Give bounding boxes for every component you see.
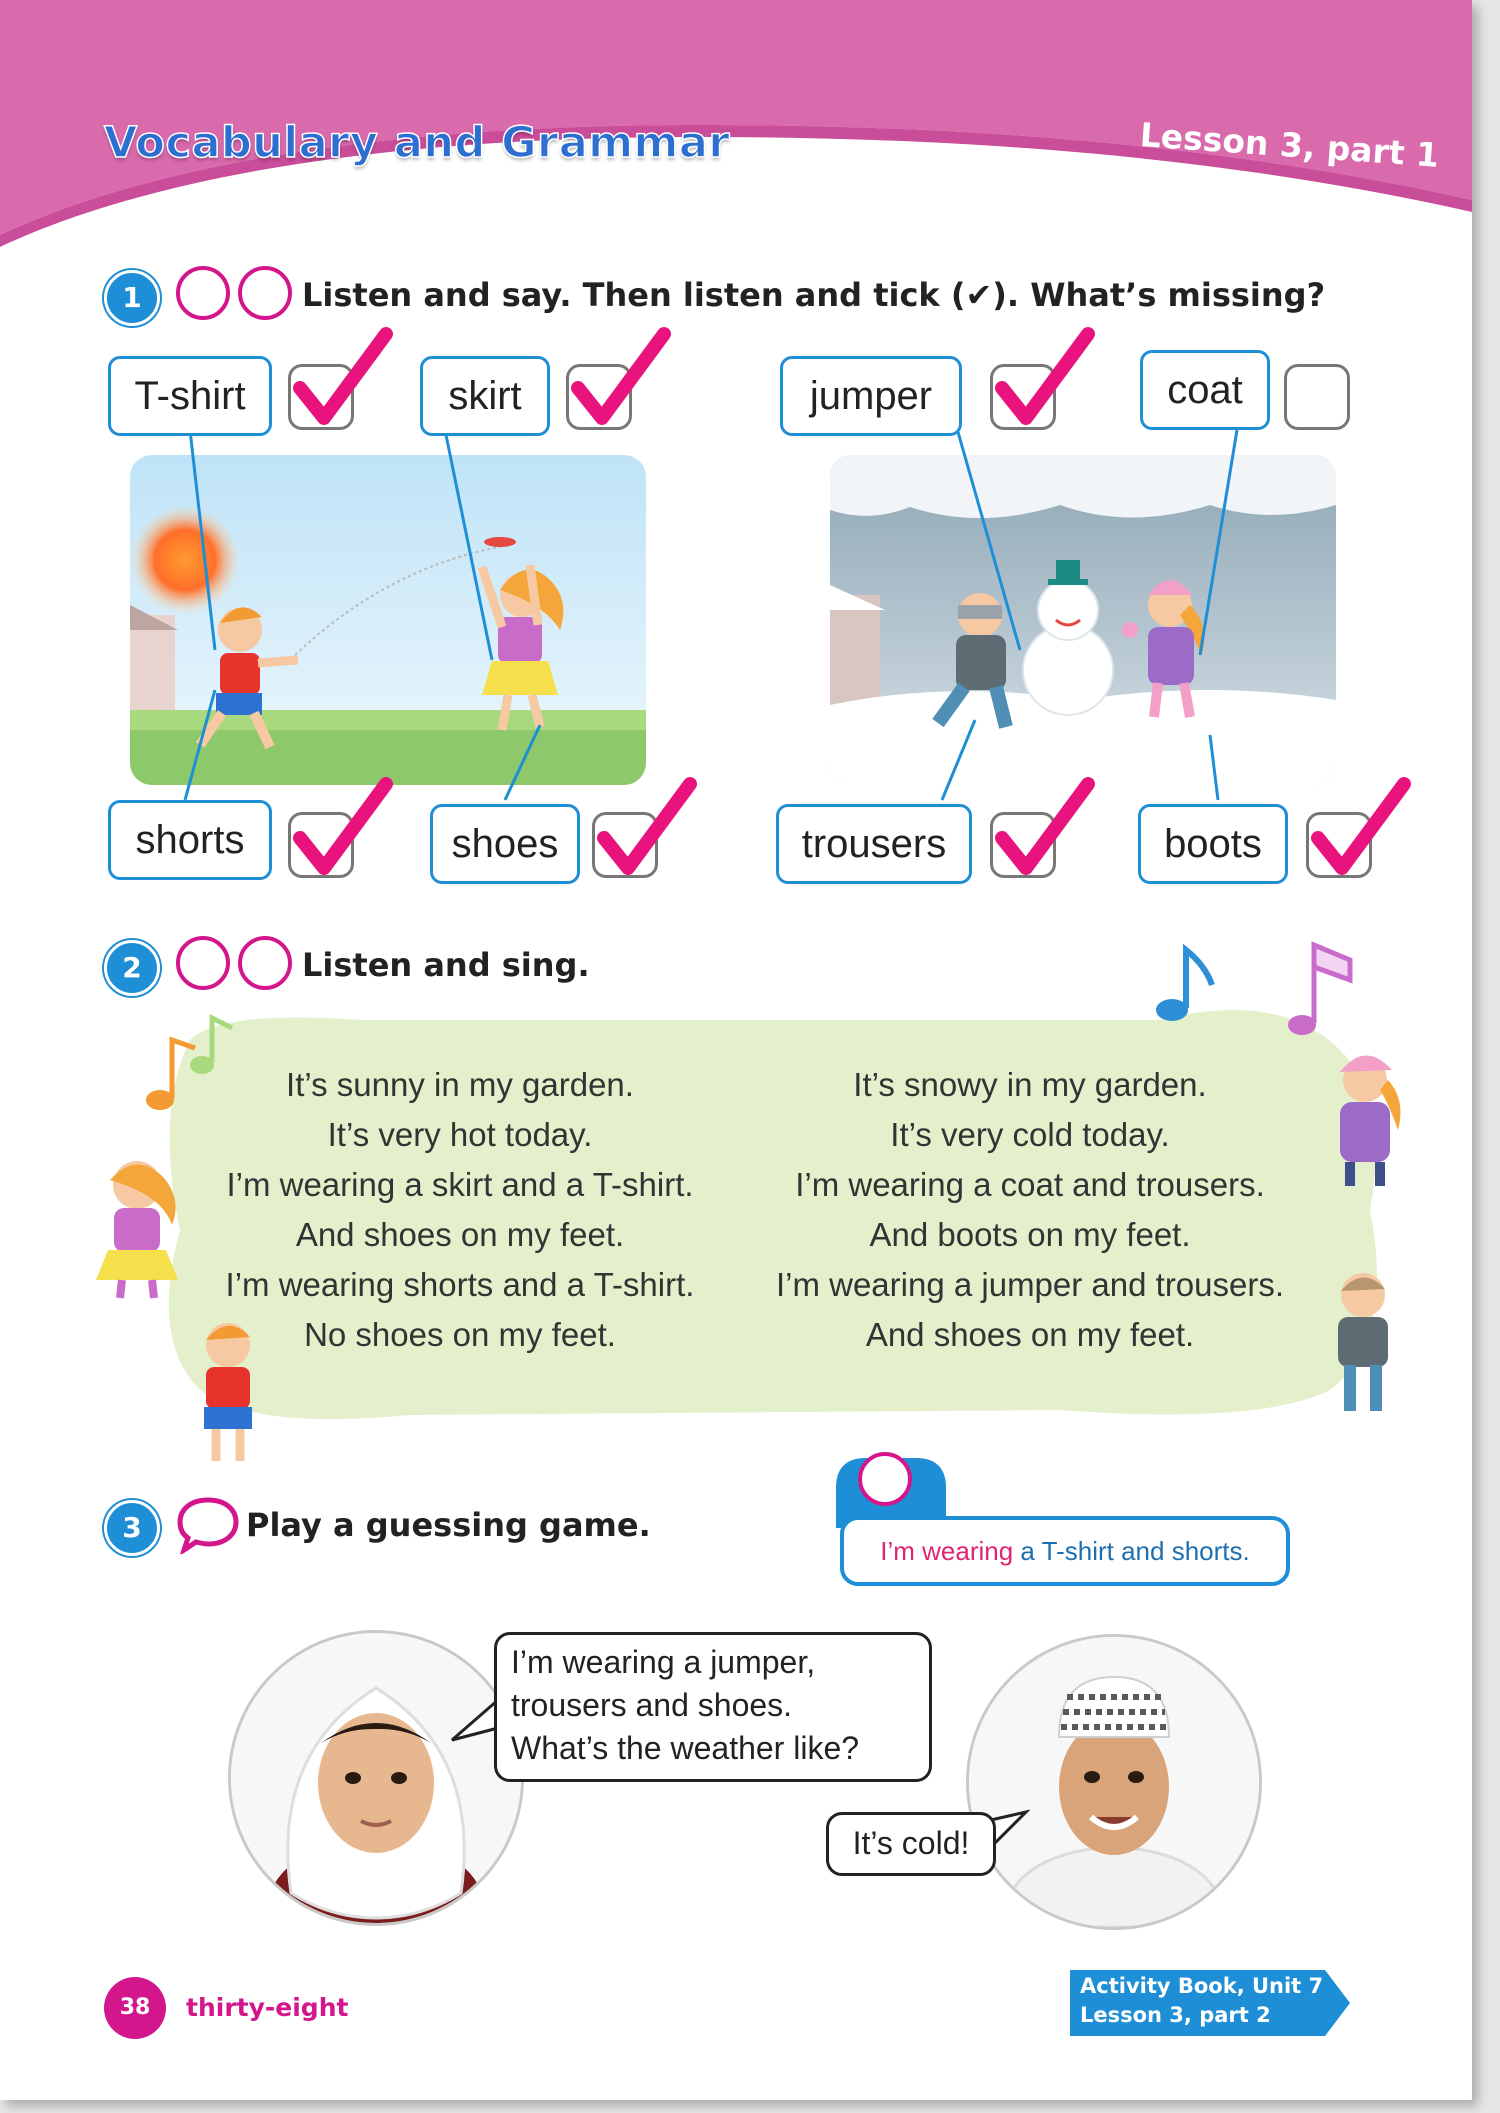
song-line: It’s snowy in my garden. — [853, 1066, 1207, 1103]
music-note-icon — [1280, 935, 1360, 1045]
exercise-3-number: 3 — [104, 1500, 160, 1556]
boy-in-jumper-illustration — [1318, 1265, 1408, 1415]
tick-mark-icon — [1304, 776, 1414, 886]
girl-singing-illustration — [82, 1150, 192, 1300]
word-label: boots — [1138, 804, 1288, 884]
exercise-1-instruction: Listen and say. Then listen and tick (✔). What’s missing? — [302, 276, 1326, 314]
headphones-icon[interactable] — [238, 936, 292, 990]
speech-bubble-icon — [176, 1494, 240, 1554]
song-line: And shoes on my feet. — [295, 1216, 625, 1253]
page-number-words: thirty-eight — [186, 1993, 349, 2022]
activity-book-reference-text — [1080, 1972, 1323, 2030]
page-title: Vocabulary and Grammar — [104, 118, 731, 168]
boy-speech-bubble: It’s cold! — [826, 1812, 996, 1876]
exercise-1-number: 1 — [104, 270, 160, 326]
example-highlight: I’m wearing — [880, 1536, 1014, 1566]
tick-mark-icon — [988, 776, 1098, 886]
word-label: jumper — [780, 356, 962, 436]
boy-portrait-image — [969, 1637, 1259, 1927]
song-line: I’m wearing a skirt and a T-shirt. — [226, 1166, 694, 1203]
example-rest: a T-shirt and shorts. — [1013, 1536, 1250, 1566]
exercise-3-instruction: Play a guessing game. — [246, 1506, 651, 1544]
sunny-garden-picture — [130, 455, 646, 785]
exercise-2-instruction: Listen and sing. — [302, 946, 590, 984]
tick-mark-icon — [988, 326, 1098, 436]
boy-photo — [966, 1634, 1262, 1930]
tick-mark-icon — [286, 326, 396, 436]
word-label: shoes — [430, 804, 580, 884]
word-label: coat — [1140, 350, 1270, 430]
word-label: skirt — [420, 356, 550, 436]
tick-mark-icon — [564, 326, 674, 436]
song-line: And shoes on my feet. — [865, 1316, 1195, 1353]
song-line: I’m wearing a coat and trousers. — [795, 1166, 1265, 1203]
headphones-icon[interactable] — [238, 266, 292, 320]
word-label: T-shirt — [108, 356, 272, 436]
song-verse-right — [740, 1060, 1320, 1360]
tick-mark-icon — [286, 776, 396, 886]
girl-portrait-image — [231, 1633, 521, 1923]
headphones-icon[interactable] — [858, 1452, 912, 1506]
tick-mark-icon — [590, 776, 700, 886]
bubble-tail — [450, 1690, 500, 1750]
song-verse-left — [190, 1060, 730, 1360]
song-line: I’m wearing a jumper and trousers. — [775, 1266, 1285, 1303]
girl-speech-bubble — [494, 1632, 932, 1782]
activity-book-line: Lesson 3, part 2 — [1080, 2003, 1271, 2027]
bubble-line: trousers and shoes. — [511, 1687, 793, 1723]
lesson-label: Lesson 3, part 1 — [1138, 115, 1441, 175]
snowy-garden-picture — [830, 455, 1336, 785]
song-line: It’s very hot today. — [327, 1116, 593, 1153]
headphones-icon[interactable] — [176, 266, 230, 320]
word-label: trousers — [776, 804, 972, 884]
song-line: And boots on my feet. — [869, 1216, 1191, 1253]
empty-tick-checkbox[interactable] — [1284, 364, 1350, 430]
bubble-line: What’s the weather like? — [511, 1730, 860, 1766]
page-number: 38 — [104, 1977, 166, 2039]
example-sentence-box — [840, 1516, 1290, 1586]
activity-book-line: Activity Book, Unit 7 — [1080, 1974, 1324, 1998]
girl-in-coat-illustration — [1310, 1040, 1420, 1190]
exercise-2-number: 2 — [104, 940, 160, 996]
song-line: I’m wearing shorts and a T-shirt. — [225, 1266, 695, 1303]
song-line: No shoes on my feet. — [304, 1316, 616, 1353]
bubble-line: I’m wearing a jumper, — [511, 1644, 816, 1680]
headphones-icon[interactable] — [176, 936, 230, 990]
girl-photo — [228, 1630, 524, 1926]
music-note-icon — [1150, 940, 1240, 1030]
song-line: It’s sunny in my garden. — [286, 1066, 634, 1103]
word-label: shorts — [108, 800, 272, 880]
song-line: It’s very cold today. — [890, 1116, 1170, 1153]
